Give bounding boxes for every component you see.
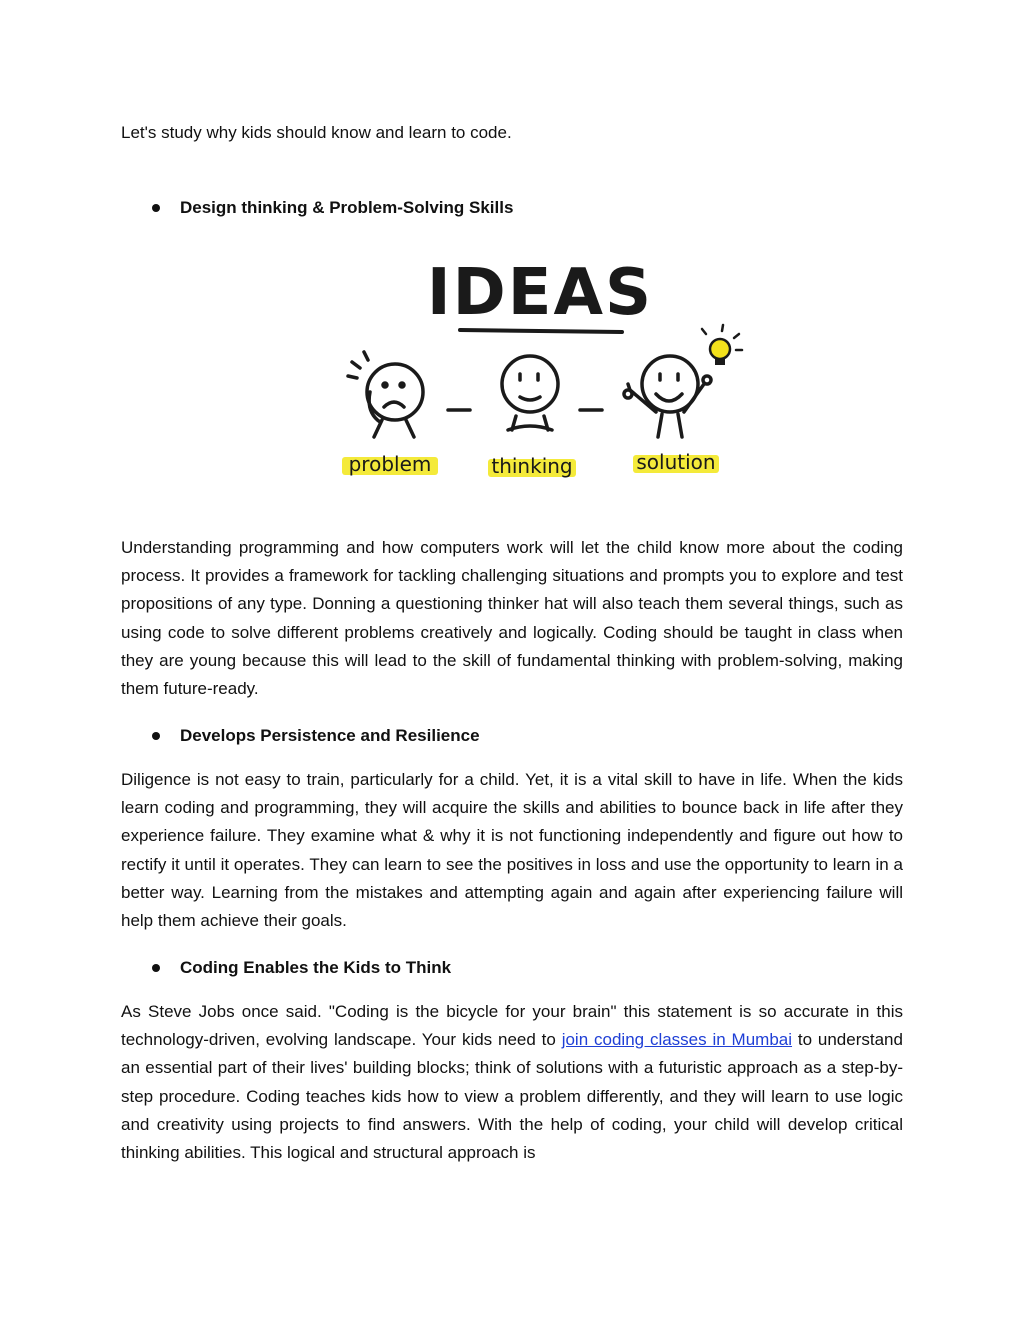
paragraph-think (121, 998, 903, 1167)
bullet-dot (152, 204, 160, 212)
ideas-illustration (330, 252, 750, 497)
thinking-face-icon (502, 356, 558, 430)
sad-face-icon (348, 352, 423, 437)
label-thinking: thinking (491, 454, 573, 478)
paragraph-design-thinking: Understanding programming and how computers work will let the child know more about the coding process. It provides a framework for tackling challenging situations and prompts you to explore and test propositions of any type. Donning a questioning thinker hat will also teach them several things, such as using code to solve different problems creatively and logically. Coding should be taught in class when they are young because this will lead to the skill of fundamental thinking with problem-solving, making them future-ready. (121, 538, 903, 699)
coding-classes-link[interactable]: join coding classes in Mumbai (561, 1030, 793, 1050)
heading-label: Coding Enables the Kids to Think (180, 958, 452, 977)
paragraph-text-before-link: As Steve Jobs once said. "Coding is the bicycle for your brain" this statement is so accurate in this technology-driven, evolving landscape. Your kids need to (121, 1002, 903, 1050)
illustration-title: IDEAS (426, 256, 654, 330)
lightbulb-icon (702, 325, 742, 365)
happy-face-icon (624, 356, 711, 437)
paragraph-text-after-link: to understand an essential part of their lives' building blocks; think of solutions with a futuristic approach as a step-by-step procedure. Coding teaches kids how to view a problem differently, and they will learn to use logic and creativity using projects to find answers. With the help of coding, your child will develop critical thinking abilities. This logical and structural approach is (121, 1030, 903, 1163)
label-problem: problem (348, 452, 432, 476)
bullet-dot (152, 732, 160, 740)
heading-label: Design thinking & Problem-Solving Skills (180, 198, 514, 217)
heading-label: Develops Persistence and Resilience (180, 726, 480, 745)
label-solution: solution (636, 450, 716, 474)
title-underline (460, 330, 622, 332)
intro-text: Let's study why kids should know and learn to code. (121, 123, 512, 142)
paragraph-persistence: Diligence is not easy to train, particularly for a child. Yet, it is a vital skill to have in life. When the kids learn coding and programming, they will acquire the skills and abilities to bounce back in life after they experience failure. They examine what & why it is not functioning independently and figure out how to rectify it until it operates. They can learn to see the positives in loss and use the opportunity to learn in a better way. Learning from the mistakes and attempting again and again after experiencing failure will help them achieve their goals. (121, 770, 903, 931)
bullet-dot (152, 964, 160, 972)
